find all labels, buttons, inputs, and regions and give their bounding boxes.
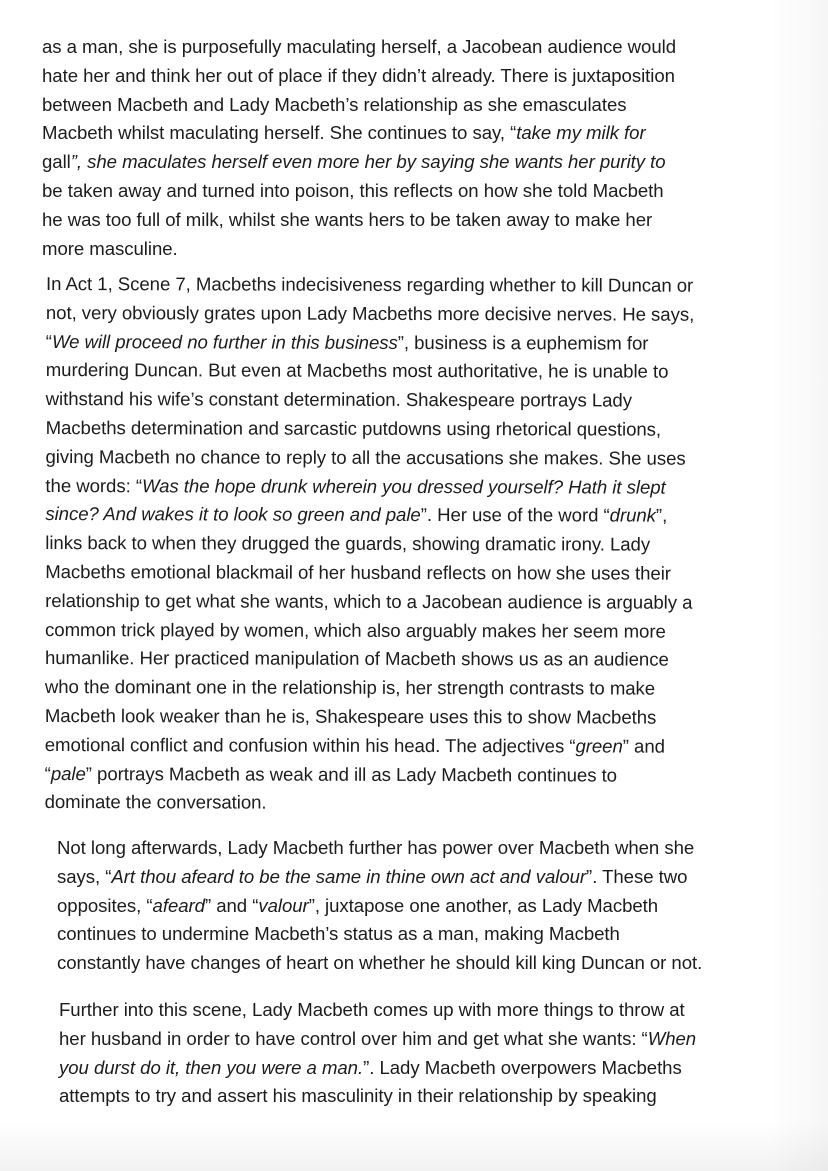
line-text: Macbeths emotional blackmail of her husband reflects on how she uses their <box>45 560 671 584</box>
text-line <box>45 529 693 559</box>
line-text: Further into this scene, Lady Macbeth comes up with more things to throw at <box>59 999 685 1020</box>
text-line <box>46 270 694 300</box>
line-text: opposites, “ <box>57 894 153 916</box>
text-line <box>57 949 702 978</box>
line-text: who the dominant one in the relationship is, her strength contrasts to make <box>44 676 656 699</box>
quotation-text: We will proceed no further in this business <box>51 330 398 353</box>
line-text: gall <box>42 151 71 173</box>
line-text: her husband in order to have control over him and get what she wants: “ <box>59 1027 648 1049</box>
line-text: as a man, she is purposefully maculating herself, a Jacobean audience would <box>42 36 676 57</box>
line-text: ” and “ <box>204 894 259 916</box>
text-line <box>59 1025 696 1054</box>
line-text: ”, business is a euphemism for <box>397 331 649 354</box>
text-line <box>57 892 702 921</box>
line-text: not, very obviously grates upon Lady Macbeths more decisive nerves. He says, <box>45 301 695 325</box>
text-line <box>46 356 694 386</box>
line-text: Macbeth look weaker than he is, Shakespeare uses this to show Macbeths <box>44 704 657 728</box>
text-line <box>42 206 676 235</box>
quotation-text: Was the hope drunk wherein you dressed yourself? Hath it slept <box>141 474 666 498</box>
quotation-text: When <box>647 1027 697 1049</box>
line-text: murdering Duncan. But even at Macbeths most authoritative, he is unable to <box>45 359 669 383</box>
text-line <box>45 673 693 703</box>
quotation-text: take my milk for <box>516 122 646 144</box>
line-text: more masculine. <box>42 237 178 259</box>
text-line <box>57 863 702 892</box>
text-line <box>57 834 702 863</box>
text-line <box>45 443 693 473</box>
text-line <box>46 414 694 444</box>
quotation-text: afeard <box>152 894 205 916</box>
line-text: relationship to get what she wants, which to a Jacobean audience is arguably a <box>45 589 693 613</box>
text-line <box>46 328 694 358</box>
text-line <box>57 920 702 949</box>
text-line <box>59 1054 696 1083</box>
text-line <box>45 587 693 617</box>
text-line <box>42 62 676 91</box>
text-line <box>45 644 693 674</box>
line-text: ”. Her use of the word “ <box>420 504 610 526</box>
text-line <box>45 702 693 732</box>
text-line <box>46 299 694 329</box>
text-line <box>42 91 676 120</box>
line-text: links back to when they drugged the guards, showing dramatic irony. Lady <box>45 532 651 555</box>
line-text: ” and <box>622 735 665 757</box>
line-text: humanlike. Her practiced manipulation of Macbeth shows us as an audience <box>44 647 669 670</box>
line-text: ”, <box>655 504 668 527</box>
text-line <box>42 235 676 264</box>
text-line <box>59 1082 696 1111</box>
line-text: Macbeth whilst maculating herself. She continues to say, “ <box>42 122 517 144</box>
line-text: hate her and think her out of place if they didn’t already. There is juxtaposition <box>42 64 675 86</box>
line-text: In Act 1, Scene 7, Macbeths indecisiveness regarding whether to kill Duncan or <box>45 273 694 296</box>
text-line <box>42 148 676 177</box>
line-text: attempts to try and assert his masculinity in their relationship by speaking <box>59 1085 657 1107</box>
text-line <box>46 385 694 415</box>
line-text: “ <box>45 330 52 352</box>
quotation-text: green <box>575 735 623 757</box>
line-text: ”, juxtapose one another, as Lady Macbeth <box>308 894 659 916</box>
quotation-text: Art thou afeard to be the same in thine own act and valour <box>111 865 587 887</box>
text-line <box>42 119 676 148</box>
line-text: common trick played by women, which also arguably makes her seem more <box>45 618 666 642</box>
paragraph-act1-scene7-indecisiveness <box>45 270 695 819</box>
text-line <box>45 616 693 646</box>
line-text: withstand his wife’s constant determination. Shakespeare portrays Lady <box>45 388 633 411</box>
line-text: constantly have changes of heart on whether he should kill king Duncan or not. <box>57 952 703 974</box>
text-line <box>45 731 693 761</box>
line-text: “ <box>44 762 51 784</box>
quotation-text: you durst do it, then you were a man. <box>59 1056 364 1078</box>
text-line <box>45 472 693 502</box>
text-line <box>42 33 676 62</box>
line-text: giving Macbeth no chance to reply to all the accusations she makes. She uses <box>45 445 686 469</box>
line-text: Not long afterwards, Lady Macbeth further has power over Macbeth when she <box>57 837 695 858</box>
line-text: he was too full of milk, whilst she wants hers to be taken away to make her <box>42 208 653 230</box>
text-line <box>45 500 693 530</box>
quotation-text: ”, she maculates herself even more her by saying she wants her purity to <box>70 151 666 173</box>
line-text: continues to undermine Macbeth’s status as a man, making Macbeth <box>57 923 620 945</box>
paragraph-afeard-valour <box>57 834 702 978</box>
line-text: says, “ <box>57 865 112 887</box>
line-text: be taken away and turned into poison, this reflects on how she told Macbeth <box>42 179 664 201</box>
line-text: between Macbeth and Lady Macbeth’s relationship as she emasculates <box>42 93 627 115</box>
line-text: ”. These two <box>586 865 688 887</box>
line-text: ”. Lady Macbeth overpowers Macbeths <box>363 1056 682 1078</box>
line-text: Macbeths determination and sarcastic putdowns using rhetorical questions, <box>45 416 662 440</box>
text-line <box>59 996 696 1025</box>
line-text: the words: “ <box>45 474 143 496</box>
text-line <box>45 558 693 588</box>
paragraph-durst-do-it <box>59 996 696 1111</box>
text-line <box>45 760 693 790</box>
text-line <box>42 177 676 206</box>
line-text: dominate the conversation. <box>44 791 267 813</box>
line-text: emotional conflict and confusion within his head. The adjectives “ <box>44 733 576 757</box>
text-line <box>45 788 693 818</box>
quotation-text: valour <box>258 894 309 916</box>
quotation-text: drunk <box>609 504 656 526</box>
quotation-text: pale <box>50 762 86 784</box>
quotation-text: since? And wakes it to look so green and pale <box>45 503 421 526</box>
paragraph-lady-macbeth-maculation <box>42 33 676 263</box>
line-text: ” portrays Macbeth as weak and ill as Lady Macbeth continues to <box>85 762 618 786</box>
